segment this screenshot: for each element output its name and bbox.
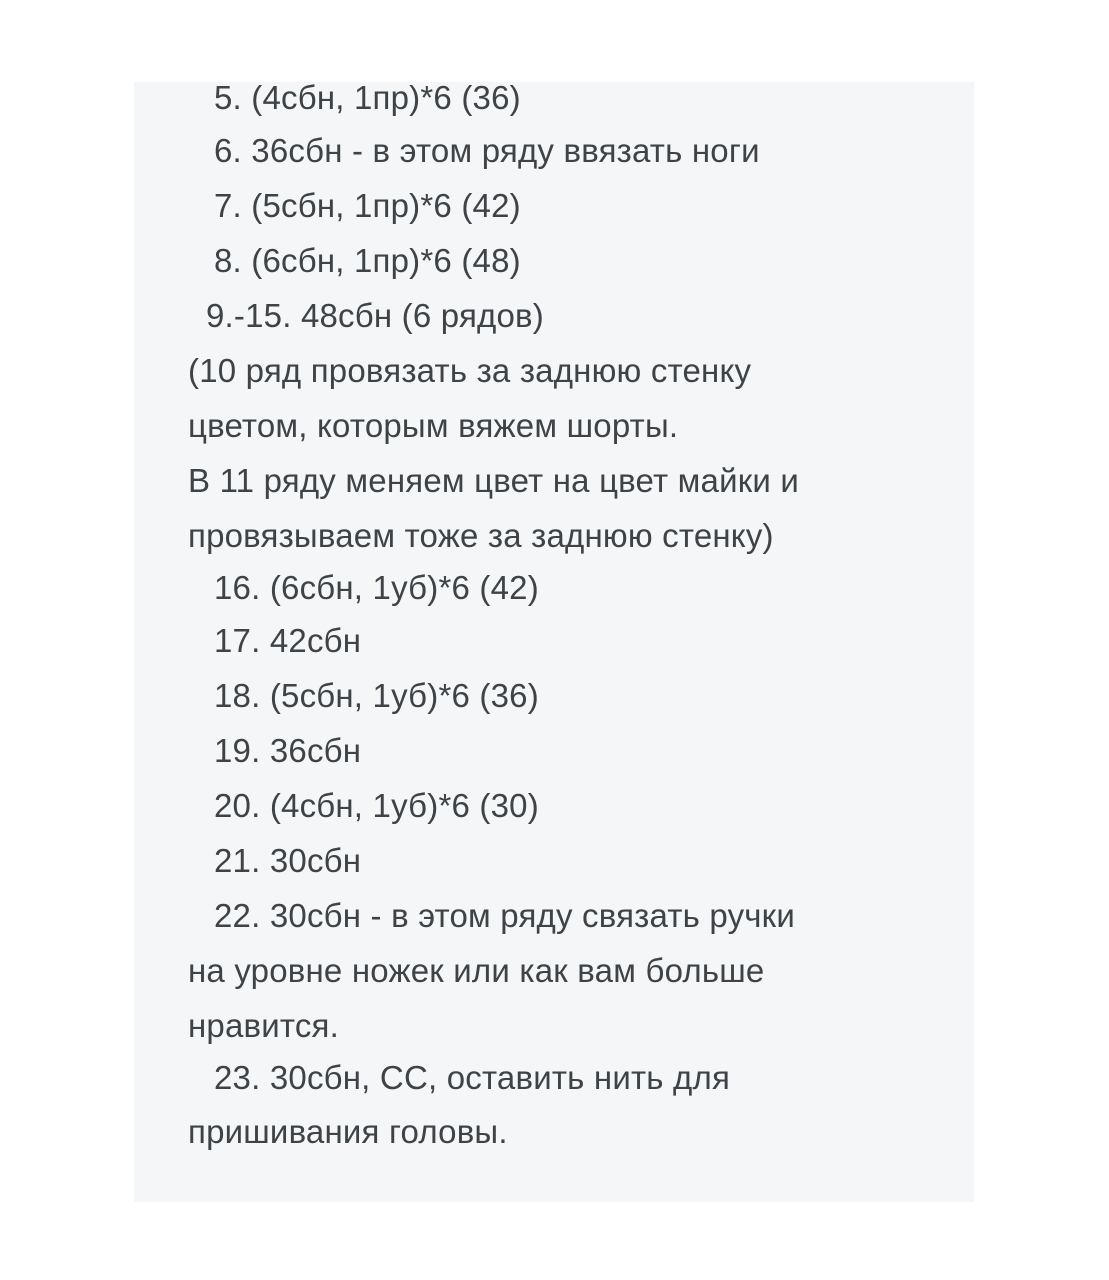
pattern-row-23-cont: пришивания головы.: [188, 1113, 508, 1150]
pattern-note-line-2: цветом, которым вяжем шорты.: [188, 407, 679, 444]
pattern-row-5: 5. (4сбн, 1пр)*6 (36): [214, 79, 521, 116]
pattern-row-17: 17. 42сбн: [214, 622, 362, 659]
pattern-row-20: 20. (4сбн, 1уб)*6 (30): [214, 787, 539, 824]
pattern-row-6: 6. 36сбн - в этом ряду ввязать ноги: [214, 132, 760, 169]
pattern-row-22-cont-1: на уровне ножек или как вам больше: [188, 952, 765, 989]
pattern-row-18: 18. (5сбн, 1уб)*6 (36): [214, 677, 539, 714]
pattern-row-7: 7. (5сбн, 1пр)*6 (42): [214, 187, 521, 224]
pattern-row-22-cont-2: нравится.: [188, 1007, 339, 1044]
pattern-row-19: 19. 36сбн: [214, 732, 362, 769]
pattern-note-line-1: (10 ряд провязать за заднюю стенку: [188, 352, 752, 389]
pattern-row-23: 23. 30сбн, СС, оставить нить для: [214, 1059, 731, 1096]
pattern-note-line-4: провязываем тоже за заднюю стенку): [188, 517, 774, 554]
pattern-row-9-15: 9.-15. 48сбн (6 рядов): [206, 297, 544, 334]
pattern-row-16: 16. (6сбн, 1уб)*6 (42): [214, 569, 539, 606]
pattern-note-line-3: В 11 ряду меняем цвет на цвет майки и: [188, 462, 800, 499]
pattern-row-22: 22. 30сбн - в этом ряду связать ручки: [214, 897, 795, 934]
pattern-row-8: 8. (6сбн, 1пр)*6 (48): [214, 242, 521, 279]
pattern-row-21: 21. 30сбн: [214, 842, 362, 879]
